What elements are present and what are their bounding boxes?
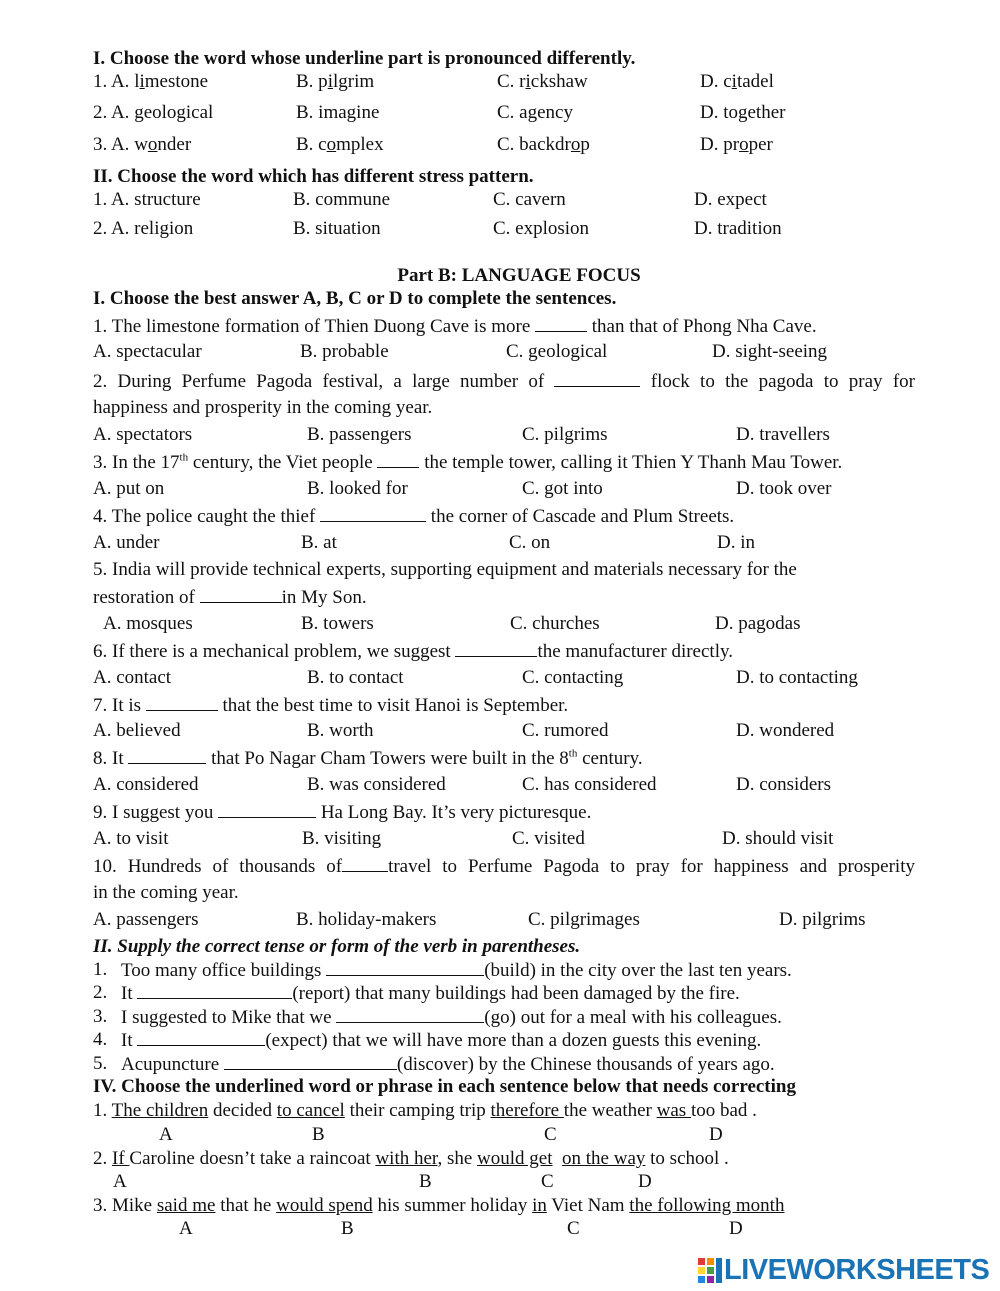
option-a[interactable]: A. mosques <box>103 613 193 634</box>
option-b[interactable]: B. towers <box>301 613 374 634</box>
answer-blank[interactable] <box>535 315 587 332</box>
option-a[interactable]: A. passengers <box>93 909 199 930</box>
question-2-text-cont: happiness and prosperity in the coming year. <box>93 397 433 418</box>
option-d[interactable]: D. pilgrims <box>779 909 866 930</box>
answer-blank[interactable] <box>377 451 419 468</box>
verb-answer-blank[interactable] <box>137 982 292 999</box>
error-question-2: 2. If Caroline doesn’t take a raincoat with her, she would get on the way to school . <box>93 1148 729 1169</box>
option-b[interactable]: B. was considered <box>307 774 446 795</box>
option-d[interactable]: D. travellers <box>736 424 830 445</box>
question-10-text: 10. Hundreds of thousands of travel to Perfume Pagoda to pray for happiness and prosperity <box>93 856 915 877</box>
answer-blank[interactable] <box>200 586 282 603</box>
question-8-text: 8. It that Po Nagar Cham Towers were built in the 8th century. <box>93 747 643 769</box>
liveworksheets-logo-icon <box>698 1256 724 1286</box>
option-a[interactable]: A. spectacular <box>93 341 202 362</box>
option-c[interactable]: C. rumored <box>522 720 609 741</box>
option-c[interactable]: C. churches <box>510 613 600 634</box>
choice-c[interactable]: C <box>544 1124 557 1145</box>
question-2-text: 2. During Perfume Pagoda festival, a large number of flock to the pagoda to pray for <box>93 371 915 392</box>
logo-text: LIVEWORKSHEETS <box>724 1254 990 1286</box>
answer-blank[interactable] <box>146 694 218 711</box>
option-b[interactable]: B. looked for <box>307 478 408 499</box>
option-d[interactable]: D. pagodas <box>715 613 801 634</box>
option-a[interactable]: A. put on <box>93 478 165 499</box>
question-1-text: 1. The limestone formation of Thien Duong Cave is more than that of Phong Nha Cave. <box>93 316 817 337</box>
answer-blank[interactable] <box>455 640 537 657</box>
option-c[interactable]: C. got into <box>522 478 603 499</box>
option-d[interactable]: D. in <box>717 532 755 553</box>
verb-answer-blank[interactable] <box>336 1006 484 1023</box>
option-b[interactable]: B. at <box>301 532 337 553</box>
error-question-1: 1. The children decided to cancel their camping trip therefore the weather was too bad . <box>93 1100 757 1121</box>
option-d[interactable]: D. sight-seeing <box>712 341 828 362</box>
option-c[interactable]: C. on <box>509 532 551 553</box>
verb-answer-blank[interactable] <box>224 1053 397 1070</box>
section-title-error-correction: IV. Choose the underlined word or phrase in each sentence below that needs correcting <box>93 1076 796 1097</box>
answer-blank[interactable] <box>342 855 388 872</box>
option-b[interactable]: B. passengers <box>307 424 412 445</box>
option-a[interactable]: A. believed <box>93 720 181 741</box>
answer-blank[interactable] <box>320 505 426 522</box>
option-c[interactable]: C. contacting <box>522 667 624 688</box>
verb-answer-blank[interactable] <box>326 959 484 976</box>
choice-d[interactable]: D <box>729 1218 743 1239</box>
verb-answer-blank[interactable] <box>137 1029 265 1046</box>
option-a[interactable]: A. under <box>93 532 160 553</box>
option-b[interactable]: B. visiting <box>302 828 382 849</box>
section-title-pronunciation: I. Choose the word whose underline part is pronounced differently. <box>93 48 636 69</box>
question-9-text: 9. I suggest you Ha Long Bay. It’s very picturesque. <box>93 802 592 823</box>
option-d[interactable]: D. wondered <box>736 720 835 741</box>
option-b[interactable]: B. holiday-makers <box>296 909 437 930</box>
option-c[interactable]: C. pilgrims <box>522 424 608 445</box>
choice-a[interactable]: A <box>179 1218 193 1239</box>
section-title-verb-forms: II. Supply the correct tense or form of the verb in parentheses. <box>93 936 581 957</box>
option-b[interactable]: B. probable <box>300 341 389 362</box>
option-d[interactable]: D. to contacting <box>736 667 858 688</box>
section-title-best-answer: I. Choose the best answer A, B, C or D to complete the sentences. <box>93 288 617 309</box>
option-a[interactable]: A. spectators <box>93 424 193 445</box>
choice-c[interactable]: C <box>567 1218 580 1239</box>
option-c[interactable]: C. has considered <box>522 774 657 795</box>
option-d[interactable]: D. took over <box>736 478 832 499</box>
choice-d[interactable]: D <box>709 1124 723 1145</box>
answer-blank[interactable] <box>128 747 206 764</box>
question-5-text-cont: restoration of in My Son. <box>93 587 367 608</box>
choice-c[interactable]: C <box>541 1171 554 1192</box>
option-b[interactable]: B. worth <box>307 720 374 741</box>
option-d[interactable]: D. should visit <box>722 828 834 849</box>
choice-b[interactable]: B <box>419 1171 432 1192</box>
choice-a[interactable]: A <box>113 1171 127 1192</box>
question-10-text-cont: in the coming year. <box>93 882 239 903</box>
option-b[interactable]: B. to contact <box>307 667 404 688</box>
option-a[interactable]: A. to visit <box>93 828 169 849</box>
answer-blank[interactable] <box>554 370 640 387</box>
option-a[interactable]: A. considered <box>93 774 199 795</box>
choice-b[interactable]: B <box>312 1124 325 1145</box>
part-b-heading: Part B: LANGUAGE FOCUS <box>397 265 641 286</box>
question-5-text: 5. India will provide technical experts, supporting equipment and materials necessary for the <box>93 559 797 580</box>
section-title-stress: II. Choose the word which has different stress pattern. <box>93 166 534 187</box>
error-question-3: 3. Mike said me that he would spend his summer holiday in Viet Nam the following month <box>93 1195 785 1216</box>
option-a[interactable]: A. contact <box>93 667 172 688</box>
option-c[interactable]: C. geological <box>506 341 608 362</box>
question-4-text: 4. The police caught the thief the corner of Cascade and Plum Streets. <box>93 506 735 527</box>
choice-a[interactable]: A <box>159 1124 173 1145</box>
liveworksheets-logo <box>698 1254 989 1287</box>
answer-blank[interactable] <box>218 801 316 818</box>
question-6-text: 6. If there is a mechanical problem, we suggest the manufacturer directly. <box>93 641 733 662</box>
option-d[interactable]: D. considers <box>736 774 831 795</box>
choice-b[interactable]: B <box>341 1218 354 1239</box>
option-c[interactable]: C. pilgrimages <box>528 909 640 930</box>
option-c[interactable]: C. visited <box>512 828 585 849</box>
choice-d[interactable]: D <box>638 1171 652 1192</box>
question-7-text: 7. It is that the best time to visit Hanoi is September. <box>93 695 569 716</box>
question-3-text: 3. In the 17th century, the Viet people the temple tower, calling it Thien Y Thanh Mau Tower. <box>93 451 843 473</box>
